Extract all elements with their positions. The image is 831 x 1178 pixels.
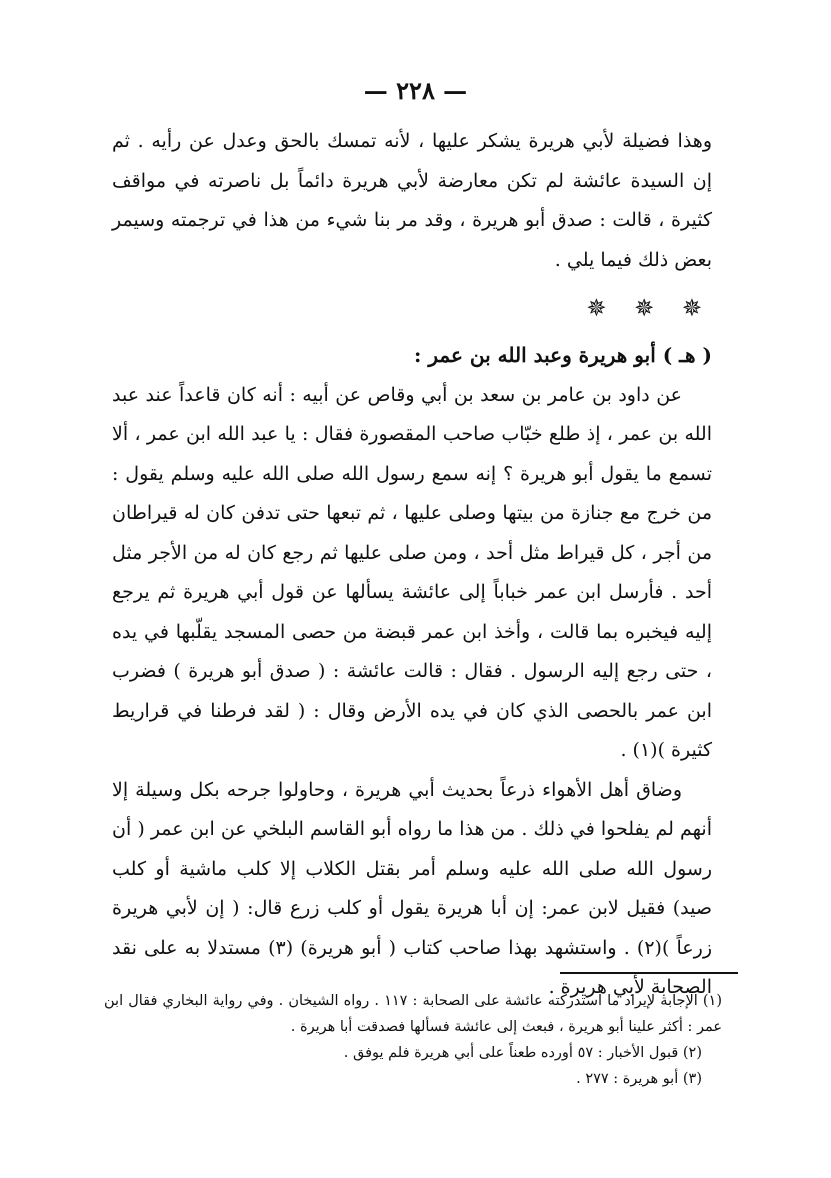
footnote-divider — [560, 972, 738, 974]
hadith-paragraph: عن داود بن عامر بن سعد بن أبي وقاص عن أبيه : أنه كان قاعداً عند عبد الله بن عمر ، إذ طلع خبّاب صاحب المقصورة فقال : يا عبد الله ابن عمر ، ألا تسمع ما يقول أبو هريرة ؟ إنه سمع رسول الله صلى الله عليه وسلم يقول : من خرج مع جنازة من بيتها وصلى عليها ، ثم تبعها حتى تدفن كان له قيراطان من أجر ، كل قيراط مثل أحد ، ومن صلى عليها ثم رجع كان له من الأجر مثل أحد . فأرسل ابن عمر خباباً إلى عائشة يسألها عن قول أبي هريرة ثم يرجع إليه فيخبره بما قالت ، وأخذ ابن عمر قبضة من حصى المسجد يقلّبها في يده ، حتى رجع إليه الرسول . فقال : قالت عائشة : ( صدق أبو هريرة ) فضرب ابن عمر بالحصى الذي كان في يده الأرض وقال : ( لقد فرطنا في قراريط كثيرة )(١) . — [112, 383, 712, 761]
main-text — [112, 122, 712, 1008]
page-number: — ٢٢٨ — — [363, 76, 468, 105]
footnote-3: (٣) أبو هريرة : ٢٧٧ . — [576, 1071, 702, 1087]
footnote-1: (١) الإجابة لإيراد ما استدركته عائشة على الصحابة : ١١٧ . رواه الشيخان . وفي رواية البخاري فقال ابن عمر : أكثر علينا أبو هريرة ، فبعث إلى عائشة فسألها فصدقت أبا هريرة . — [104, 993, 723, 1035]
footnote-2: (٢) قبول الأخبار : ٥٧ أورده طعناً على أبي هريرة فلم يوفق . — [343, 1045, 702, 1061]
closing-paragraph: وضاق أهل الأهواء ذرعاً بحديث أبي هريرة ، وحاولوا جرحه بكل وسيلة إلا أنهم لم يفلحوا في ذلك . من هذا ما رواه أبو القاسم البلخي عن ابن عمر ( أن رسول الله صلى الله عليه وسلم أمر بقتل الكلاب إلا كلب ماشية أو كلب صيد) فقيل لابن عمر: إن أبا هريرة يقول أو كلب زرع قال: ( إن لأبي هريرة زرعاً )(٢) . واستشهد بهذا صاحب كتاب ( أبو هريرة) (٣) مستدلا به على نقد الصحابة لأبي هريرة . — [112, 778, 712, 998]
footnotes — [104, 988, 722, 1092]
section-divider-ornament: ✵ ✵ ✵ — [586, 294, 712, 322]
intro-paragraph: وهذا فضيلة لأبي هريرة يشكر عليها ، لأنه تمسك بالحق وعدل عن رأيه . ثم إن السيدة عائشة لم تكن معارضة لأبي هريرة دائماً بل ناصرته في مواقف كثيرة ، قالت : صدق أبو هريرة ، وقد مر بنا شيء من هذا في ترجمته وسيمر بعض ذلك فيما يلي . — [112, 130, 712, 271]
section-heading: ( هـ ) أبو هريرة وعبد الله بن عمر : — [414, 343, 712, 367]
